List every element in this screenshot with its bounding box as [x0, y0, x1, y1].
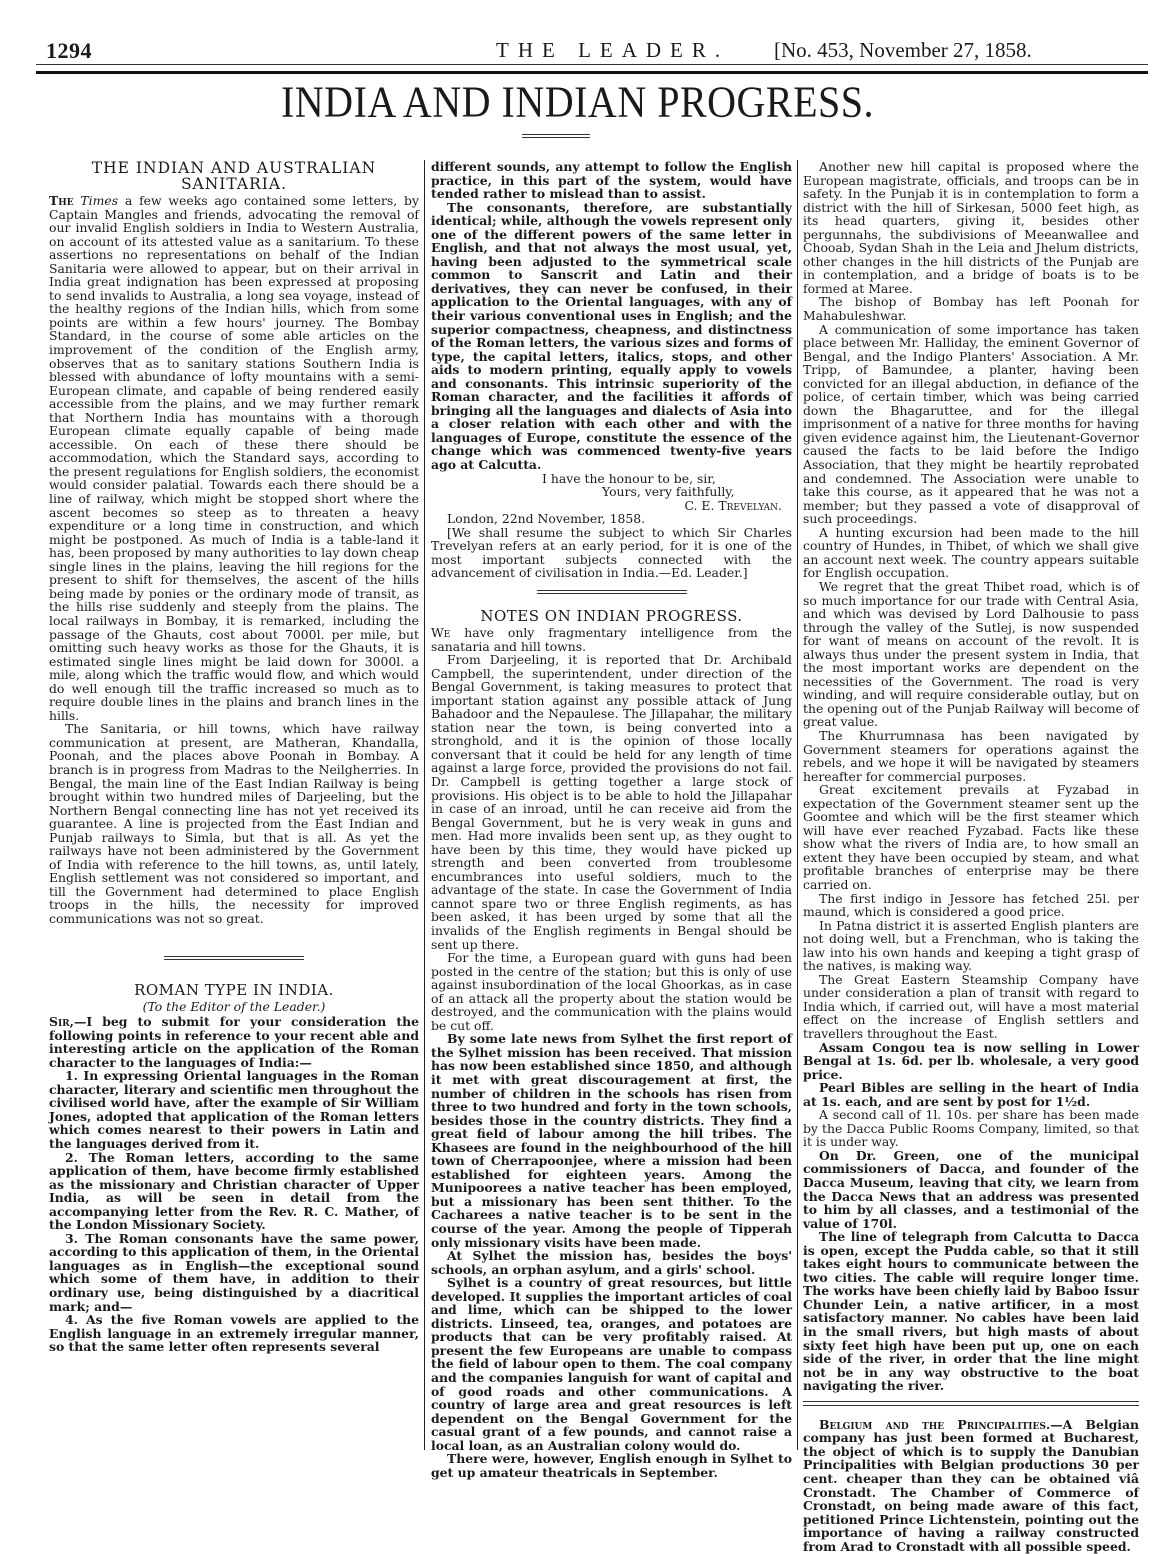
salutation: Sir,: [49, 1014, 74, 1030]
newspaper-name: THE LEADER.: [496, 38, 730, 62]
paragraph: [49, 194, 419, 722]
paragraph: The Great Eastern Steamship Company have under consideration a plan of transit with regard to India which, if carried out, will have a most material effect on the increase of English settlers and travellers throughout the East.: [803, 971, 1139, 1041]
lead-word: We: [431, 624, 451, 640]
article-separator: [537, 590, 687, 594]
lead-word: The: [49, 193, 74, 208]
paragraph: The consonants, therefore, are substantially identical; while, although the vowels represent only one of the different powers of the same letter in English, and that not always the most usual, yet, having been adjusted to the symmetrical scale common to Sanscrit and Latin and their derivatives, they can never be confused, in their application to the Oriental languages, with any of their various conventional uses in English; and the superior compactness, cheapness, and distinctness of the Roman letters, the various sizes and forms of type, the capital letters, italics, stops, and other aids to modern printing, equally apply to vowels and consonants. This intrinsic superiority of the Roman character, and the facilities it affords of bringing all the languages and dialects of Asia into a closer relation with each other and with the languages of Europe, constitute the essence of the change which was commenced twenty-five years ago at Calcutta.: [431, 199, 792, 473]
article-title: NOTES ON INDIAN PROGRESS.: [480, 606, 743, 625]
paragraph: Great excitement prevails at Fyzabad in expectation of the Government steamer sent up the Goomtee and which will be the first steamer which will have ever reached Fyzabad. Facts like these show what the rivers of India are, to how small an extent they have been occupied by steam, and what profitable branches of enterprise may be there carried on.: [803, 782, 1139, 892]
editor-note: [We shall resume the subject to which Sir Charles Trevelyan refers at an early period, for it is one of the most important subjects connected with the advancement of civilisation in India.—Ed. Leader.]: [431, 524, 792, 581]
paragraph: 4. As the five Roman vowels are applied to the English language in an extremely irregular manner, so that the same letter often represents several: [49, 1312, 419, 1355]
paragraph: In Patna district it is asserted English planters are not doing well, but a Frenchman, who is taking the law into his own hands and keeping a tight grasp of the natives, is making way.: [803, 917, 1139, 974]
paragraph: On Dr. Green, one of the municipal commissioners of Dacca, and founder of the Dacca Museum, leaving that city, we learn from the Dacca News that an address was presented to him by all classes, and a testimonial of the value of 170l.: [803, 1147, 1139, 1231]
paragraph: The Khurrumnasa has been navigated by Government steamers for operations against the rebels, and we hope it will be navigated by steamers hereafter for commercial purposes.: [803, 727, 1139, 784]
paragraph: Pearl Bibles are selling in the heart of India at 1s. each, and are sent by post for 1½d.: [803, 1080, 1139, 1109]
letter-closing: I have the honour to be, sir,: [542, 470, 716, 486]
dateline: London, 22nd November, 1858.: [447, 511, 646, 527]
paragraph: 1. In expressing Oriental languages in the Roman character, literary and scientific men throughout the civilised world have, after the example of Sir William Jones, adopted that application of the Roman letters which comes nearest to their powers in Latin and the languages derived from it.: [49, 1068, 419, 1151]
paragraph: 2. The Roman letters, according to the same application of them, have become firmly established as the missionary and Christian character of Upper India, as will be seen in detail from the accompanying letter from the Rev. R. C. Mather, of the London Missionary Society.: [49, 1149, 419, 1233]
title-line: SANITARIA.: [180, 175, 288, 193]
column-middle: [431, 160, 792, 1479]
paragraph: A second call of 1l. 10s. per share has been made by the Dacca Public Rooms Company, limited, so that it is under way.: [803, 1107, 1139, 1150]
paragraph: The first indigo in Jessore has fetched 25l. per maund, which is considered a good price.: [803, 890, 1139, 920]
article-subtitle: (To the Editor of the Leader.): [142, 998, 326, 1014]
paragraph: [431, 626, 792, 653]
paragraph: The line of telegraph from Calcutta to Dacca is open, except the Pudda cable, so that it still takes eight hours to communicate between the two cities. The cable will require longer time. The works have been chiefly laid by Baboo Issur Chunder Lein, a native artificer, in a most satisfactory manner. No cables have been laid in the small rivers, but high masts of about sixty feet high have been put up, one on each side of the river, in order that the line might not be in any way obstructive to the boat navigating the river.: [803, 1229, 1139, 1394]
letter-body: [49, 1015, 419, 1354]
paragraph: Assam Congou tea is now selling in Lower Bengal at 1s. 6d. per lb. wholesale, a very good price.: [803, 1039, 1139, 1082]
masthead: [36, 34, 1148, 64]
paragraph: A hunting excursion had been made to the hill country of Hundes, in Thibet, of which we shall give an account next week. The country appears suitable for English occupation.: [803, 524, 1139, 581]
article-separator: [164, 956, 304, 960]
paragraph-text: a few weeks ago contained some letters, by Captain Mangles and friends, advocating the removal of our invalid English soldiers in India to Western Australia, on account of its attested value as a sanitarium. To these assertions no representations on behalf of the Indian Sanitaria were allowed to appear, but on their arrival in India great indignation has been expressed at proposing to send invalids to Australia, a long sea voyage, instead of the healthy regions of the Indian hills, which from some points are within a few hours' journey. The Bombay Standard, in the course of some able articles on the improvement of the condition of the English army, observes that as to sanitary stations Southern India is blessed with abundance of lofty mountains with a semi-European climate, and capable of being rendered easily accessible from the plains, and we may further remark that Northern India has mountains with a thorough European climate equally capable of being made accessible. On each of these there should be accommodation, which the Standard says, according to the present regulations for English soldiers, the economist would consider palatial. Towards each there should be a line of railway, which might be stopped short where the ascent becomes so steep as to threaten a heavy expenditure or a long time in construction, and which might be postponed. As much of India is a table-land it has, been proposed by many authorities to lay down cheap single lines in the plains, leaving the hill regions for the present to shift for themselves, the ascent of the hills being made by ponies or the ordinary mode of transit, as the hills rise suddenly and steeply from the plains. The local railways in Bombay, it is remarked, including the passage of the Ghauts, cost about 7000l. per mile, but omitting such heavy works as those for the Ghauts, it is estimated single lines might be laid down for 3000l. a mile, along which the traffic would flow, and which would do well enough till the traffic increased so much as to require double lines in the plains and branch lines in the hills.: [49, 193, 419, 723]
paragraph: A communication of some importance has taken place between Mr. Halliday, the eminent Governor of Bengal, and the Indigo Planters' Association. A Mr. Tripp, of Bamundee, a planter, having been convicted for an illegal abduction, in defiance of the police, of certain timber, which was being carried down the Bhagaruttee, and for the illegal imprisonment of a native for three months for having given evidence against him, the Lieutenant-Governor caused the facts to be laid before the Indigo Association, that they might be heartily reprobated and condemned. The Association were unable to take this course, as it appeared that he was not a member; but they passed a vote of disapproval of such proceedings.: [803, 321, 1139, 527]
paragraph: different sounds, any attempt to follow the English practice, in this part of the system, would have tended rather to mislead than to assist.: [431, 159, 792, 202]
section-title: INDIA AND INDIAN PROGRESS.: [280, 76, 875, 127]
paragraph: For the time, a European guard with guns had been posted in the centre of the station; but this is only of use against insubordination of the local Ghoorkas, as in case of an attack all the property about the station would be destroyed, and the communication with the plains would be cut off.: [431, 950, 792, 1033]
column-right: [803, 160, 1139, 1553]
lead-italic: Times: [80, 193, 119, 208]
paragraph: [803, 1418, 1139, 1553]
paragraph: 3. The Roman consonants have the same power, according to this application of them, in the Oriental languages as in English—the exceptional sound which some of them have, in addition to their ordinary use, being distinguished by a diacritical mark; and—: [49, 1230, 419, 1314]
column-divider: [424, 160, 425, 1450]
paragraph: [49, 1015, 419, 1069]
paragraph: The Sanitaria, or hill towns, which have railway communication at present, are Matheran, Khandalla, Poonah, and the places above Poonah in Bombay. A branch is in progress from Madras to the Neilgherries. In Bengal, the main line of the East Indian Railway is being brought within two hundred miles of Darjeeling, but the Northern Bengal connecting line has not yet received its guarantee. A line is projected from the East Indian and Punjab railways to Simla, but that is all. As yet the railways have not been administered by the Government of India with reference to the hill towns, as, until lately, English settlement was not considered so important, and till the Government had determined to place English troops in the hills, the necessity for improved communications was not so great.: [49, 721, 419, 926]
article-separator: [803, 1401, 1139, 1406]
masthead-rule: [36, 64, 1148, 74]
article-title: ROMAN TYPE IN INDIA.: [134, 980, 334, 999]
paragraph-text: —A Belgian company has just been formed at Bucharest, the object of which is to supply the Danubian Principalities with Belgian productions 30 per cent. cheaper than they can be obtained viâ Cronstadt. The Chamber of Commerce of Cronstadt, on being made aware of this fact, petitioned Prince Lichtenstein, pointing out the importance of having a railway constructed from Arad to Cronstadt with all possible speed.: [803, 1416, 1139, 1554]
column-divider: [797, 160, 798, 1450]
title-line: THE INDIAN AND AUSTRALIAN: [91, 159, 377, 177]
paragraph: At Sylhet the mission has, besides the boys' schools, an orphan asylum, and a girls' school.: [431, 1248, 792, 1277]
letter-signature: C. E. Trevelyan.: [684, 497, 782, 513]
article-title: [49, 160, 419, 192]
column-left: [49, 160, 419, 1354]
paragraph: Another new hill capital is proposed where the European magistrate, officials, and troops can be in safety. In the Punjab it is in contemplation to form a district with the hill of Sirkesan, 5000 feet high, as its head quarters, giving it, besides other pergunnahs, the subdivisions of Meeanwallee and Chooab, Sydan Shah in the Leia and Jhelum districts, other changes in the hill districts of the Punjab are in contemplation, and a bridge of boats is to be formed at Maree.: [803, 159, 1139, 296]
title-rule: [522, 134, 590, 138]
paragraph: By some late news from Sylhet the first report of the Sylhet mission has been received. That mission has now been established since 1850, and although it met with great discouragement at first, the number of children in the schools has risen from three to two hundred and forty in the town schools, besides those in the country districts. They find a great field of labour among the hill tribes. The Khasees are found in the neighbourhood of the hill town of Cherrapoonjee, where a mission had been established for eighteen years. Among the Munipoorees a native teacher has been employed, but a missionary has been sent thither. To the Cacharees a native teacher is to be sent in the course of the year. Among the people of Tipperah only missionary visits have been made.: [431, 1031, 792, 1250]
letter-closing: Yours, very faithfully,: [602, 484, 735, 500]
paragraph: We regret that the great Thibet road, which is of so much importance for our trade with Central Asia, and which was devised by Lord Dalhousie to pass through the valley of the Sutlej, is now suspended for want of means on account of the revolt. It is always thus under the present system in India, that the most important works are dependent on the necessities of the Government. The road is very winding, and will require considerable outlay, but on the opening out of the Punjab Railway will become of great value.: [803, 578, 1139, 730]
page-number: 1294: [46, 38, 92, 63]
paragraph: From Darjeeling, it is reported that Dr. Archibald Campbell, the superintendent, under direction of the Bengal Government, is taking measures to protect that important station against any possible attack of Jung Bahadoor and the Nepaulese. The Jillapahar, the military station near the town, is being converted into a stronghold, and it is the opinion of those locally conversant that it could be held for any length of time against a large force, provided the provisions do not fail. Dr. Campbell is getting together a large stock of provisions. His object is to be able to hold the Jillapahar in case of an inroad, until he can receive aid from the Bengal Government, but he is very weak in guns and men. Had more invalids been sent up, as they ought to have been by this time, they would have picked up strength and been converted from troublesome encumbrances into useful soldiers, much to the advantage of the state. In case the Government of India cannot spare two or three English regiments, as has been asked, it has been urged by some that all the invalids of the English regiments in Bengal should be sent up there.: [431, 652, 792, 952]
paragraph-heading: Belgium and the Principalities.: [819, 1416, 1051, 1432]
issue-date: [No. 453, November 27, 1858.: [774, 38, 1032, 62]
paragraph: There were, however, English enough in Sylhet to get up amateur theatricals in September.: [431, 1451, 792, 1480]
paragraph: The bishop of Bombay has left Poonah for Mahabuleshwar.: [803, 294, 1139, 324]
paragraph-text: —I beg to submit for your consideration the following points in reference to your recent able and interesting article on the application of the Roman character to the languages of India:—: [49, 1014, 419, 1070]
paragraph-text: have only fragmentary intelligence from the sanataria and hill towns.: [431, 624, 792, 654]
paragraph: Sylhet is a country of great resources, but little developed. It supplies the important articles of coal and lime, which can be shipped to the lower districts. Linseed, tea, oranges, and potatoes are products that can be very profitably raised. At present the few Europeans are unable to compass the field of labour open to them. The coal company and the companies languish for want of capital and of good roads and other communications. A country of large area and great resources is left dependent on the Bengal Government for the casual grant of a few pounds, and cannot raise a local loan, as an Australian colony would do.: [431, 1275, 792, 1453]
